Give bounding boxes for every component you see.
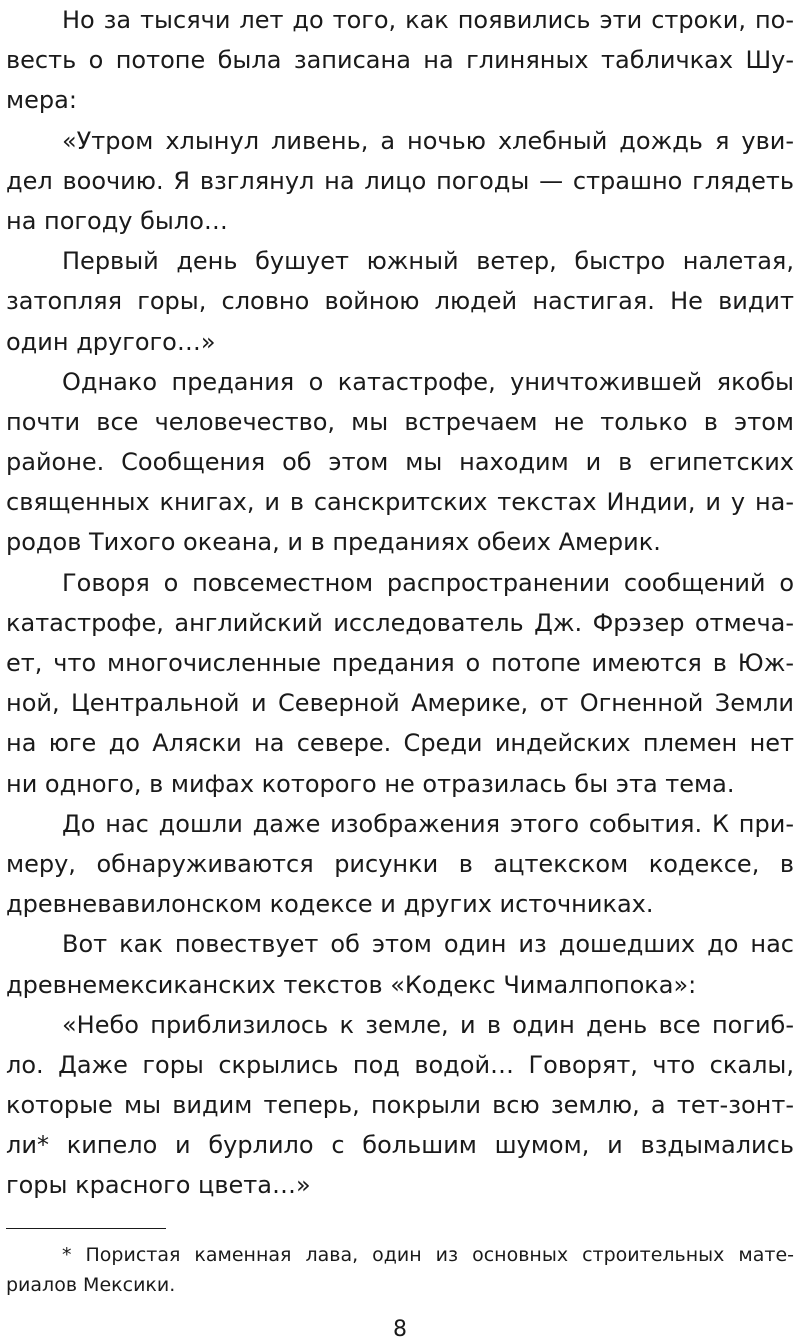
text-line: древневавилонском кодексе и других источниках. — [6, 890, 654, 919]
text-line: районе. Сообщения об этом мы находим и в египетских — [6, 448, 794, 477]
text-line: древнемексиканских текстов «Кодекс Чималпопока»: — [6, 970, 697, 999]
text-line: которые мы видим теперь, покрыли всю землю, а тет-зонт- — [6, 1091, 794, 1120]
text-line: «Утром хлынул ливень, а ночью хлебный дождь я уви- — [62, 126, 794, 155]
text-line: почти все человечество, мы встречаем не только в этом — [6, 407, 794, 436]
main-text — [6, 0, 794, 1206]
text-line: затопляя горы, словно войною людей настигая. Не видит — [6, 287, 794, 316]
text-line: весть о потопе была записана на глиняных табличках Шу- — [6, 46, 794, 75]
text-line: Но за тысячи лет до того, как появились эти строки, по- — [62, 6, 794, 34]
text-line: горы красного цвета…» — [6, 1171, 311, 1200]
text-line: Говоря о повсеместном распространении сообщений о — [62, 568, 794, 597]
footnote — [6, 1240, 794, 1300]
text-line: «Небо приблизилось к земле, и в один день все погиб- — [62, 1010, 794, 1039]
footnote-separator — [6, 1228, 166, 1229]
page-number: 8 — [393, 1317, 407, 1342]
text-line: ной, Центральной и Северной Америке, от Огненной Земли — [6, 689, 794, 718]
text-line: Вот как повествует об этом один из дошедших до нас — [62, 930, 794, 959]
text-line: меру, обнаруживаются рисунки в ацтекском кодексе, в — [6, 849, 794, 878]
text-line: ни одного, в мифах которого не отразилась бы эта тема. — [6, 769, 735, 798]
text-line: на юге до Аляски на севере. Среди индейских племен нет — [6, 729, 794, 758]
text-line: мера: — [6, 86, 77, 115]
text-line: До нас дошли даже изображения этого события. К при- — [62, 809, 794, 838]
text-line: Первый день бушует южный ветер, быстро налетая, — [62, 247, 794, 276]
footnote-line: риалов Мексики. — [6, 1274, 176, 1296]
text-line: на погоду было… — [6, 206, 228, 235]
footnote-line: * Пористая каменная лава, один из основных строительных мате- — [62, 1244, 794, 1266]
text-line: Однако предания о катастрофе, уничтожившей якобы — [62, 367, 794, 396]
text-line: катастрофе, английский исследователь Дж. Фрэзер отмеча- — [6, 608, 794, 637]
text-line: дел воочию. Я взглянул на лицо погоды — страшно глядеть — [6, 166, 794, 195]
text-line: один другого…» — [6, 327, 216, 356]
text-line: родов Тихого океана, и в преданиях обеих Америк. — [6, 528, 661, 557]
text-line: ло. Даже горы скрылись под водой… Говорят, что скалы, — [6, 1050, 794, 1079]
text-line: священных книгах, и в санскритских текстах Индии, и у на- — [6, 488, 794, 517]
text-line: ет, что многочисленные предания о потопе имеются в Юж- — [6, 649, 794, 677]
text-line: ли* кипело и бурлило с большим шумом, и вздымались — [6, 1131, 794, 1160]
